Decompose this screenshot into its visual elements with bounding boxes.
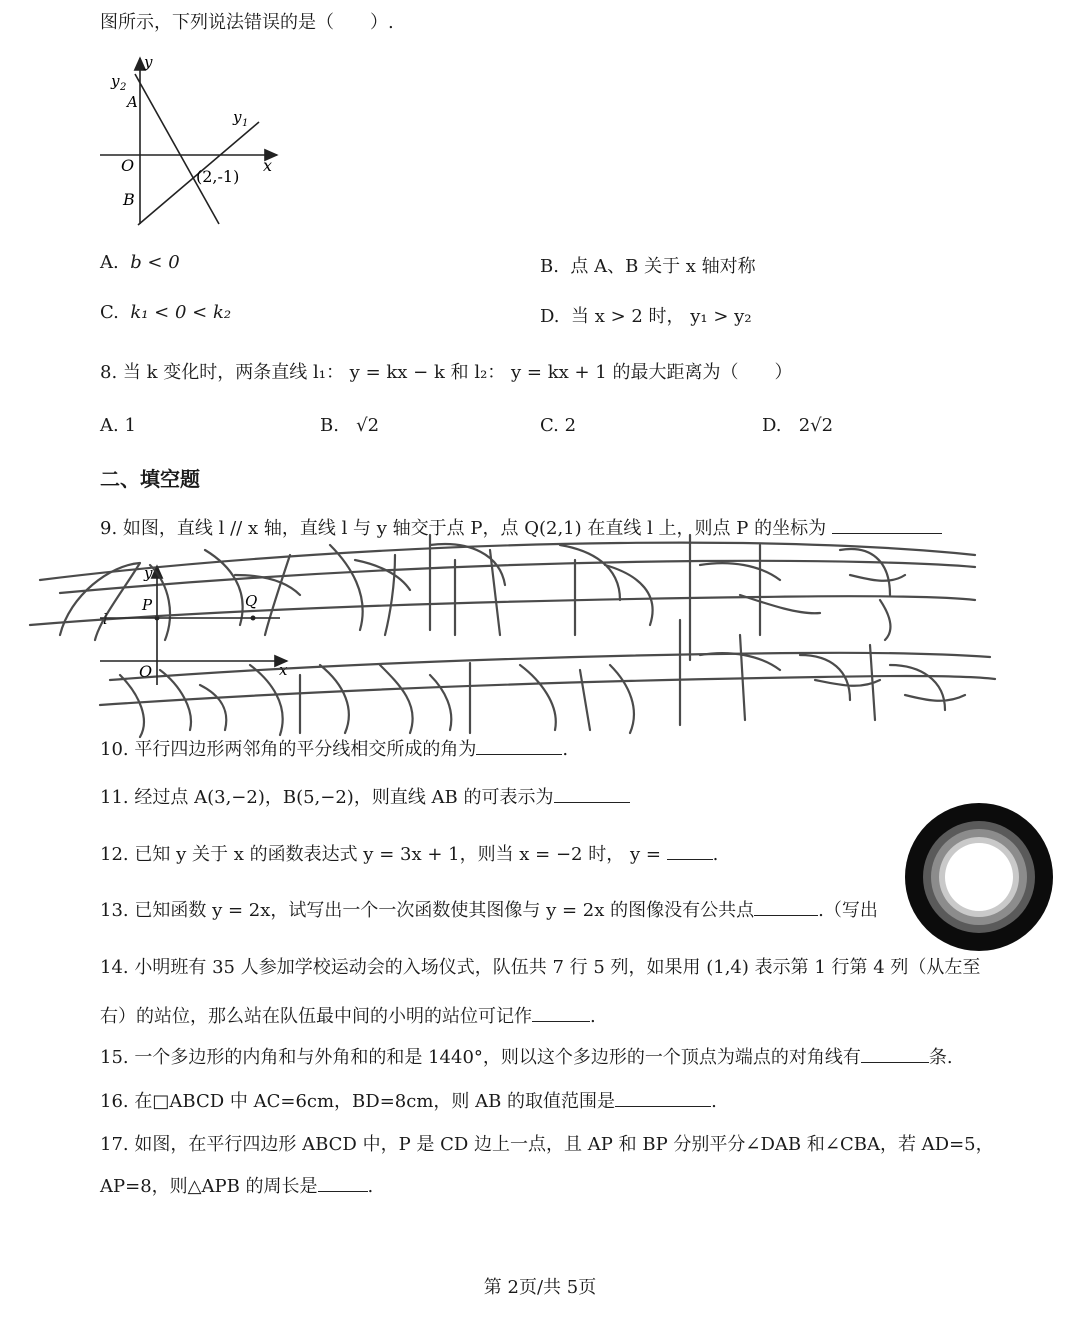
q15-answer-blank[interactable] [861,1044,929,1063]
graph-intersection-label: (2,-1) [196,167,240,186]
line-y2 [135,74,219,224]
q14: 14. 小明班有 35 人参加学校运动会的入场仪式，队伍共 7 行 5 列，如果用 (1,4) 表示第 1 行第 4 列（从左至 [100,957,981,978]
q8-option-d: D. 2√2 [762,415,834,436]
floating-button-center [945,843,1013,911]
q9-origin: O [139,662,153,681]
q9-stem: 9. 如图，直线 l // x 轴，直线 l 与 y 轴交于点 P，点 Q(2,1) 在直线 l 上，则点 P 的坐标为 [100,514,942,540]
q15: 15. 一个多边形的内角和与外角和的和是 1440°，则以这个多边形的一个顶点为端点的对角线有 条. [100,1043,953,1069]
q12-answer-blank[interactable] [667,841,713,860]
graph-y2-label: y [111,72,120,90]
watermark-strike-3 [30,596,975,625]
graph-y-label: y [144,53,153,71]
q8-option-b: B. √2 [320,415,380,436]
q14-continued: 右）的站位，那么站在队伍最中间的小明的站位可记作 . [100,1002,596,1028]
watermark-strike-2 [60,561,975,593]
q11: 11. 经过点 A(3,−2)，B(5,−2)，则直线 AB 的可表示为 [100,783,630,809]
graph-x-label: x [263,156,273,175]
q12: 12. 已知 y 关于 x 的函数表达式 y = 3x + 1，则当 x = −2 时， y = . [100,840,718,866]
q14-answer-blank[interactable] [532,1003,590,1022]
floating-assistive-button[interactable] [905,803,1053,951]
handwritten-watermark [0,505,1080,745]
q7-stem-tail: 图所示，下列说法错误的是（ ）. [100,12,394,33]
q8-stem: 8. 当 k 变化时，两条直线 l₁： y = kx − k 和 l₂： y = kx + 1 的最大距离为（ ） [100,362,793,383]
q10: 10. 平行四边形两邻角的平分线相交所成的角为 . [100,735,568,761]
q16: 16. 在□ABCD 中 AC=6cm，BD=8cm，则 AB 的取值范围是 . [100,1087,717,1113]
q9-q-label: Q [245,592,258,610]
q9-l-label: l [103,610,108,628]
q7-option-d: D. 当 x > 2 时， y₁ > y₂ [540,306,752,327]
q17-answer-blank[interactable] [318,1173,368,1192]
graph-y1-label: y [233,108,242,126]
watermark-strike-5 [100,676,995,705]
floating-button-ring-middle [931,829,1027,925]
svg-text:1: 1 [242,118,249,129]
q13-answer-blank[interactable] [754,897,818,916]
q8-option-a: A. 1 [100,415,136,436]
q16-answer-blank[interactable] [615,1088,711,1107]
q9-p-label: P [142,596,153,614]
q10-answer-blank[interactable] [476,736,562,755]
section-fill-in-title: 二、填空题 [100,467,200,491]
q9-x-label: x [279,661,288,679]
q17-continued: AP=8，则△APB 的周长是 . [100,1172,373,1198]
q9-y-label: y [144,564,153,582]
q13: 13. 已知函数 y = 2x，试写出一个一次函数使其图像与 y = 2x 的图像没有公共点 .（写出 [100,896,878,922]
graph-point-a: A [127,93,138,111]
page-footer: 第 2页/共 5页 [483,1277,597,1298]
q7-graph [95,52,285,232]
q7-option-a: A. b < 0 [100,252,180,273]
q7-option-c: C. k₁ < 0 < k₂ [100,302,232,323]
svg-text:2: 2 [120,82,127,93]
q8-option-c: C. 2 [540,415,577,436]
q17: 17. 如图，在平行四边形 ABCD 中，P 是 CD 边上一点，且 AP 和 BP 分别平分∠DAB 和∠CBA，若 AD=5， [100,1134,994,1155]
q11-answer-blank[interactable] [554,784,630,803]
floating-button-ring-inner [939,837,1019,917]
floating-button-ring-outer [923,821,1035,933]
graph-point-b: B [123,190,135,209]
q7-option-b: B. 点 A、B 关于 x 轴对称 [540,256,756,277]
graph-origin: O [121,156,135,175]
